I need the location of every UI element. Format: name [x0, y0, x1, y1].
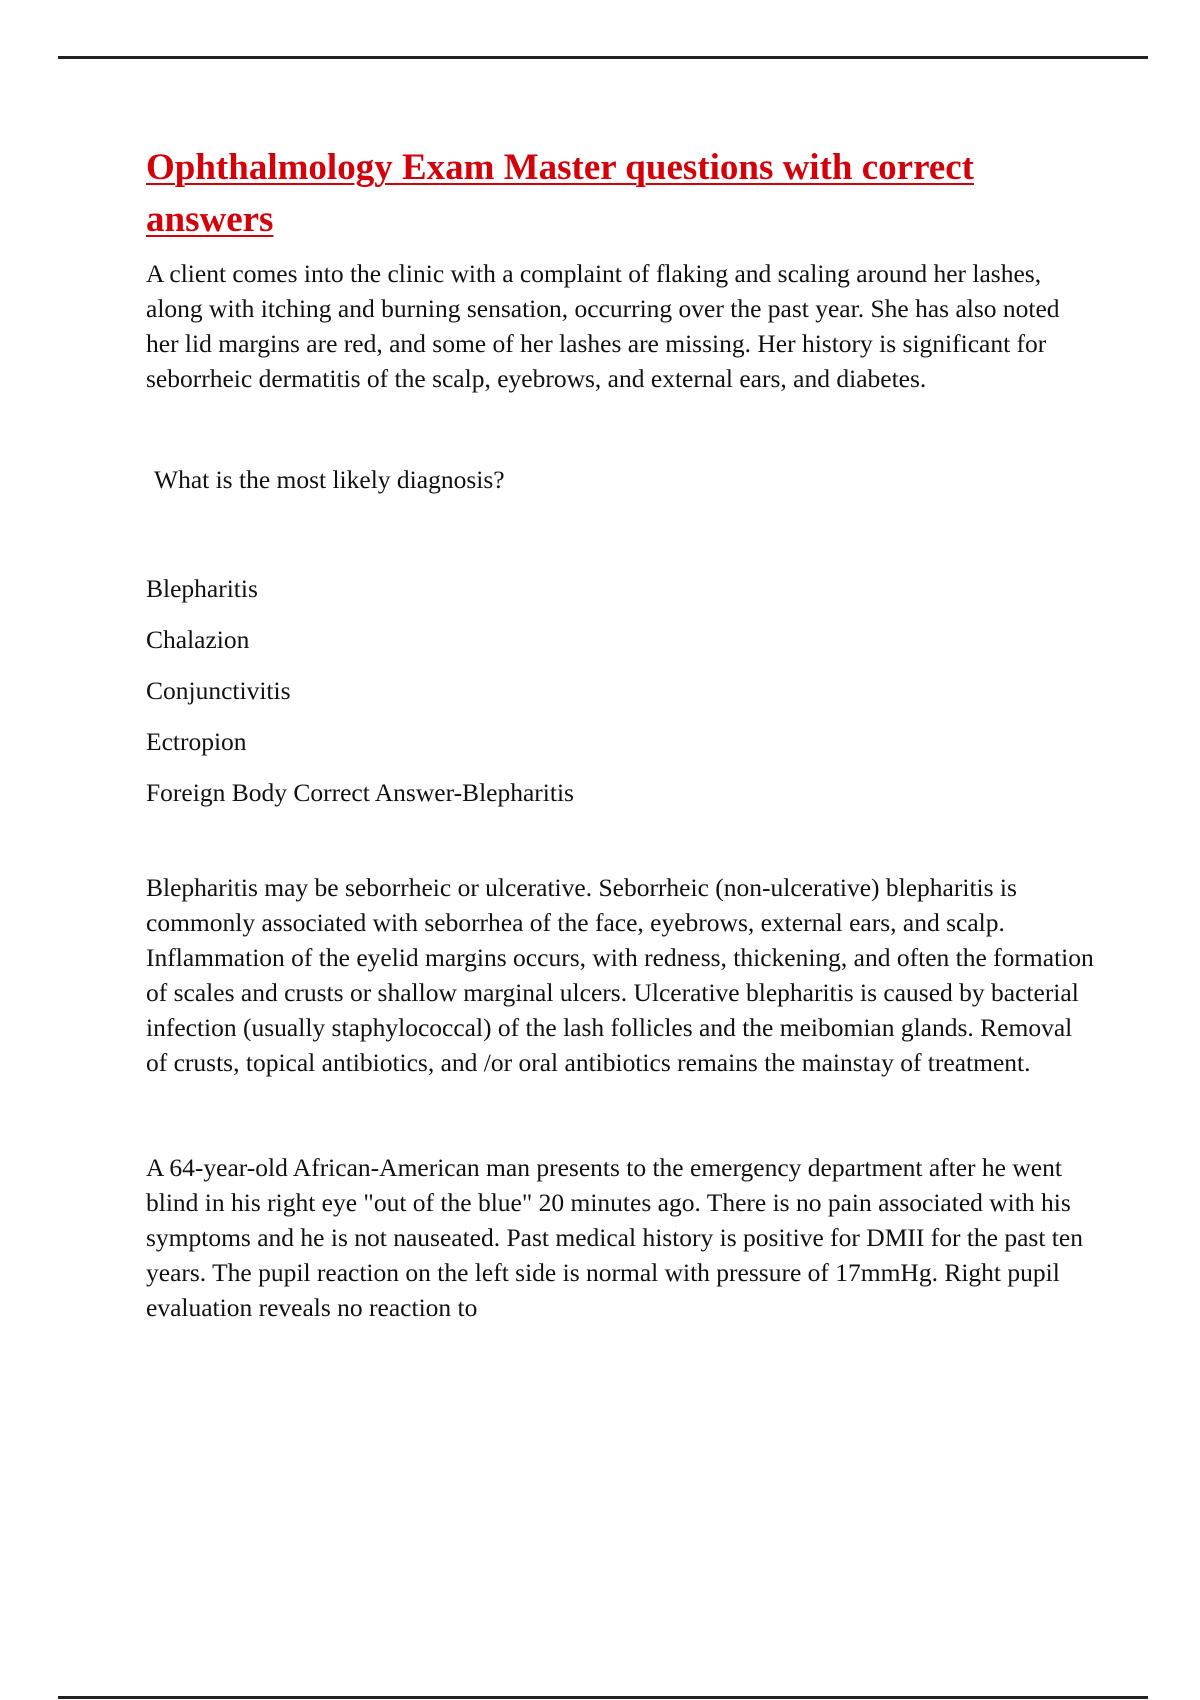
option-item: Conjunctivitis — [146, 676, 291, 705]
question-1-options — [146, 563, 1096, 818]
question-1-stem: A client comes into the clinic with a complaint of flaking and scaling around her lashes, along with itching and burning sensation, occurring over the past year. She has also noted her lid margins are red, and some of her lashes are missing. Her history is significant for seborrheic dermatitis of the scalp, eyebrows, and external ears, and diabetes. — [146, 259, 1060, 393]
option-item: Blepharitis — [146, 574, 258, 603]
question-2-stem: A 64-year-old African-American man presents to the emergency department after he went blind in his right eye "out of the blue" 20 minutes ago. There is no pain associated with his symptoms and he is not nauseated. Past medical history is positive for DMII for the past ten years. The pupil reaction on the left side is normal with pressure of 17mmHg. Right pupil evaluation reveals no reaction to — [146, 1153, 1083, 1322]
document-title: Ophthalmology Exam Master questions with correct answers — [146, 147, 975, 240]
footer-rule — [58, 1696, 1148, 1699]
question-1-prompt: What is the most likely diagnosis? — [154, 465, 505, 494]
option-item: Chalazion — [146, 625, 250, 654]
header-rule — [58, 56, 1148, 59]
question-1-explanation: Blepharitis may be seborrheic or ulcerative. Seborrheic (non-ulcerative) blepharitis is commonly associated with seborrhea of the face, eyebrows, external ears, and scalp. Inflammation of the eyelid margins occurs, with redness, thickening, and often the formation of scales and crusts or shallow marginal ulcers. Ulcerative blepharitis is caused by bacterial infection (usually staphylococcal) of the lash follicles and the meibomian glands. Removal of crusts, topical antibiotics, and /or oral antibiotics remains the mainstay of treatment. — [146, 873, 1094, 1077]
option-item-with-answer: Foreign Body Correct Answer-Blepharitis — [146, 778, 574, 807]
option-item: Ectropion — [146, 727, 247, 756]
document-body — [146, 142, 1096, 1325]
